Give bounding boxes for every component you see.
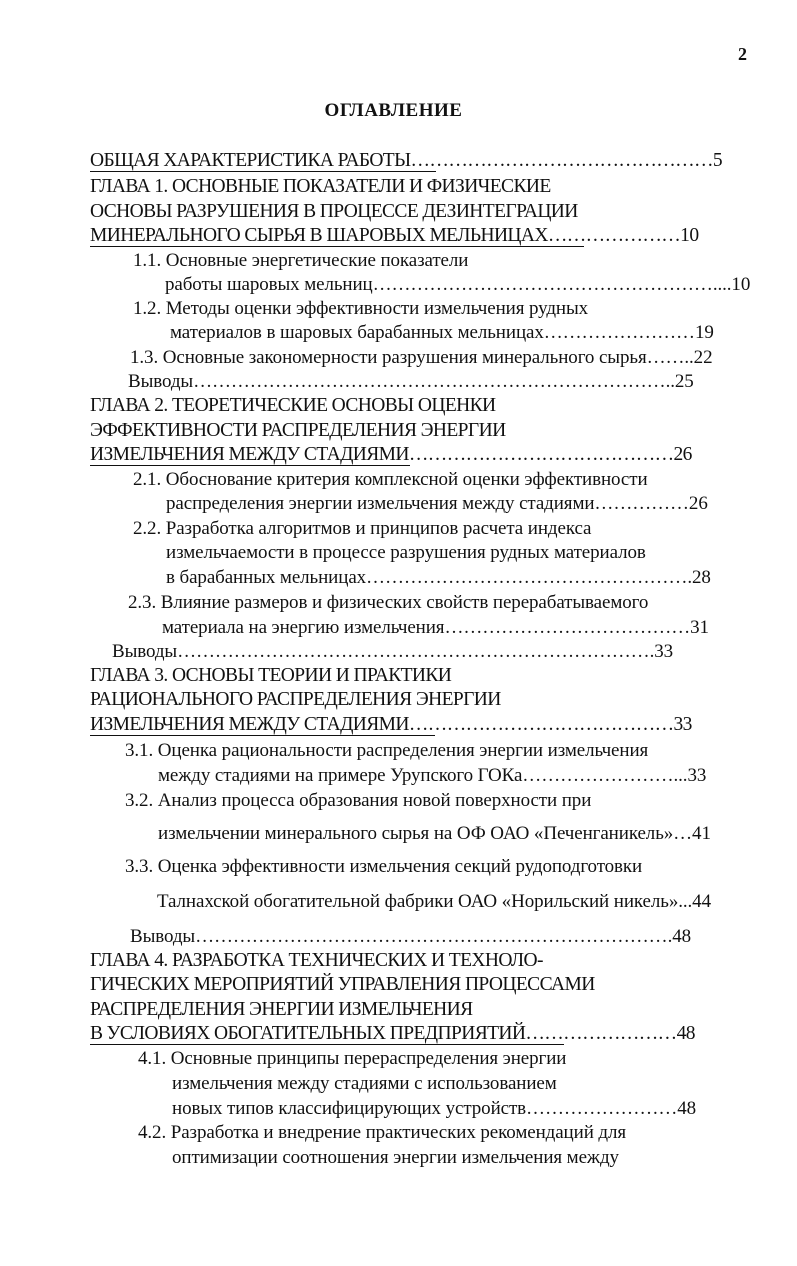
toc-section-4-2-line-1: 4.2. Разработка и внедрение практических рекомендаций для	[138, 1122, 626, 1143]
toc-chapter-1-line-3: МИНЕРАЛЬНОГО СЫРЬЯ В ШАРОВЫХ МЕЛЬНИЦАХ…………………10	[90, 225, 699, 246]
toc-chapter-3-line-2: РАЦИОНАЛЬНОГО РАСПРЕДЕЛЕНИЯ ЭНЕРГИИ	[90, 689, 501, 710]
toc-chapter-2-line-2: ЭФФЕКТИВНОСТИ РАСПРЕДЕЛЕНИЯ ЭНЕРГИИ	[90, 420, 506, 441]
toc-section-1-2-line-2: материалов в шаровых барабанных мельницах……………………19	[170, 322, 714, 343]
page-title: ОГЛАВЛЕНИЕ	[324, 100, 463, 121]
chapter-4-underline	[90, 1044, 564, 1045]
page-number: 2	[738, 44, 747, 64]
toc-chapter-1-line-2: ОСНОВЫ РАЗРУШЕНИЯ В ПРОЦЕССЕ ДЕЗИНТЕГРАЦИИ	[90, 201, 578, 222]
toc-section-4-1-line-1: 4.1. Основные принципы перераспределения энергии	[138, 1048, 567, 1069]
toc-chapter-4-line-1: ГЛАВА 4. РАЗРАБОТКА ТЕХНИЧЕСКИХ И ТЕХНОЛО-	[90, 950, 543, 971]
toc-chapter-2-line-3: ИЗМЕЛЬЧЕНИЯ МЕЖДУ СТАДИЯМИ……………………………………26	[90, 444, 692, 465]
toc-conclusions-3: Выводы………………………………………………………………….48	[130, 926, 692, 947]
toc-section-1-2-line-1: 1.2. Методы оценки эффективности измельчения рудных	[133, 298, 589, 319]
toc-section-1-1-line-2: работы шаровых мельниц………………………………………………....10	[165, 274, 751, 295]
toc-section-3-3-line-2: Талнахской обогатительной фабрики ОАО «Норильский никель»...44	[157, 891, 711, 912]
toc-section-4-2-line-2: оптимизации соотношения энергии измельчения между	[172, 1147, 619, 1168]
toc-section-3-2-line-2: измельчении минерального сырья на ОФ ОАО «Печенганикель»…41	[158, 823, 711, 844]
toc-conclusions-2: Выводы………………………………………………………………….33	[112, 641, 674, 662]
toc-conclusions-1: Выводы…………………………………………………………………..25	[128, 371, 694, 392]
toc-chapter-4-line-4: В УСЛОВИЯХ ОБОГАТИТЕЛЬНЫХ ПРЕДПРИЯТИЙ……………………48	[90, 1023, 695, 1044]
chapter-3-underline	[90, 735, 435, 736]
toc-section-2-1-line-1: 2.1. Обоснование критерия комплексной оценки эффективности	[133, 469, 648, 490]
toc-section-4-1-line-3: новых типов классифицирующих устройств……………………48	[172, 1098, 697, 1119]
toc-section-1-1-line-1: 1.1. Основные энергетические показатели	[133, 250, 469, 271]
toc-section-1-3: 1.3. Основные закономерности разрушения минерального сырья……..22	[130, 347, 713, 368]
toc-section-3-3-line-1: 3.3. Оценка эффективности измельчения секций рудоподготовки	[125, 856, 643, 877]
toc-chapter-3-line-1: ГЛАВА 3. ОСНОВЫ ТЕОРИИ И ПРАКТИКИ	[90, 665, 452, 686]
toc-section-3-1-line-1: 3.1. Оценка рациональности распределения энергии измельчения	[125, 740, 649, 761]
toc-section-3-2-line-1: 3.2. Анализ процесса образования новой поверхности при	[125, 790, 592, 811]
toc-chapter-3-line-3: ИЗМЕЛЬЧЕНИЯ МЕЖДУ СТАДИЯМИ……………………………………33	[90, 714, 692, 735]
toc-section-3-1-line-2: между стадиями на примере Урупского ГОКа……………………...33	[158, 765, 707, 786]
chapter-1-underline	[90, 246, 584, 247]
toc-section-4-1-line-2: измельчения между стадиями с использованием	[172, 1073, 557, 1094]
toc-chapter-2-line-1: ГЛАВА 2. ТЕОРЕТИЧЕСКИЕ ОСНОВЫ ОЦЕНКИ	[90, 395, 496, 416]
toc-chapter-4-line-3: РАСПРЕДЕЛЕНИЯ ЭНЕРГИИ ИЗМЕЛЬЧЕНИЯ	[90, 999, 473, 1020]
overview-underline	[90, 171, 436, 172]
toc-chapter-1-line-1: ГЛАВА 1. ОСНОВНЫЕ ПОКАЗАТЕЛИ И ФИЗИЧЕСКИЕ	[90, 176, 551, 197]
toc-overview: ОБЩАЯ ХАРАКТЕРИСТИКА РАБОТЫ…………………………………………5	[90, 150, 723, 171]
toc-section-2-2-line-1: 2.2. Разработка алгоритмов и принципов расчета индекса	[133, 518, 592, 539]
toc-chapter-4-line-2: ГИЧЕСКИХ МЕРОПРИЯТИЙ УПРАВЛЕНИЯ ПРОЦЕССАМИ	[90, 974, 595, 995]
toc-section-2-3-line-1: 2.3. Влияние размеров и физических свойств перерабатываемого	[128, 592, 649, 613]
toc-section-2-3-line-2: материала на энергию измельчения…………………………………31	[162, 617, 709, 638]
chapter-2-underline	[90, 465, 410, 466]
toc-section-2-1-line-2: распределения энергии измельчения между стадиями……………26	[166, 493, 708, 514]
toc-section-2-2-line-2: измельчаемости в процессе разрушения рудных материалов	[166, 542, 646, 563]
toc-section-2-2-line-3: в барабанных мельницах…………………………………………….28	[166, 567, 711, 588]
